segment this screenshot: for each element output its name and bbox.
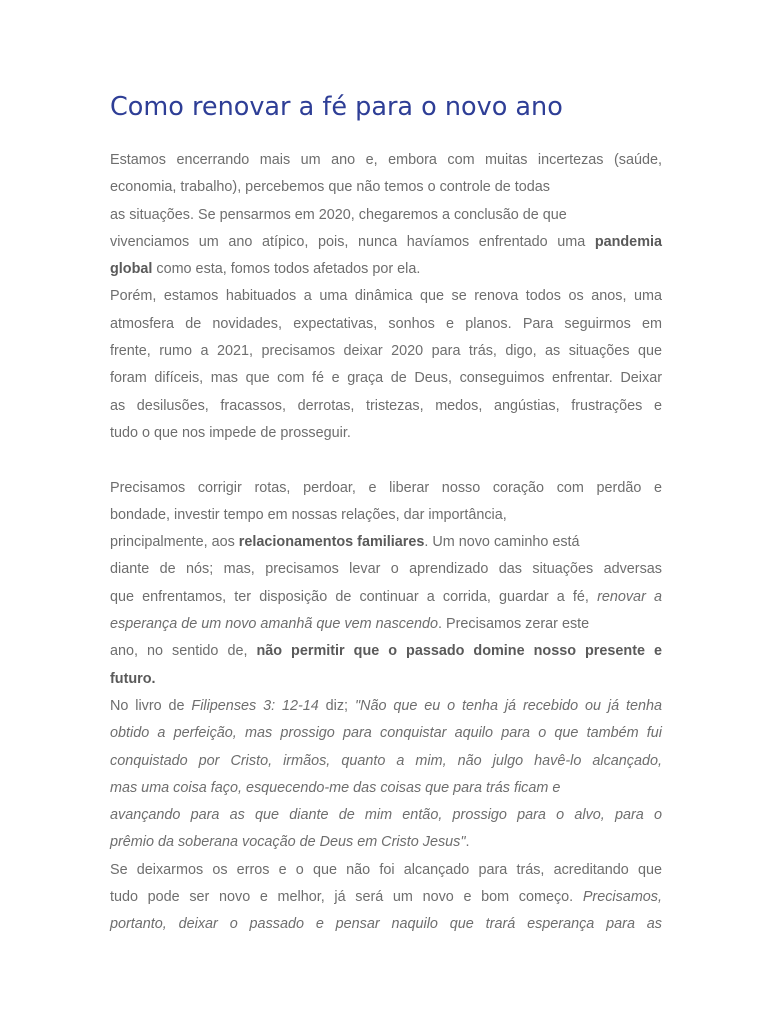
text-line xyxy=(110,829,662,856)
text-run: que enfrentamos, ter disposição de continuar a corrida, guardar a fé, xyxy=(110,588,598,605)
text-run: tudo pode ser novo e melhor, já será um novo e bom começo. xyxy=(110,889,583,906)
text-line: as situações. Se pensarmos em 2020, chegaremos a conclusão de que xyxy=(110,206,567,223)
text-line xyxy=(110,584,662,611)
text-run: diz; xyxy=(318,697,355,714)
italic-text: renovar a xyxy=(597,588,662,605)
text-run: como esta, fomos todos afetados por ela. xyxy=(152,261,421,278)
italic-text: conquistado por Cristo, irmãos, quanto a mim, não julgo havê-lo alcançado, xyxy=(110,752,662,769)
text-line xyxy=(110,611,662,638)
bold-text: relacionamentos familiares xyxy=(238,534,425,551)
italic-text: "Não que eu o tenha já recebido ou já tenha xyxy=(354,697,662,714)
italic-text: Filipenses 3: 12-14 xyxy=(191,697,319,714)
text-line xyxy=(110,775,662,802)
text-line xyxy=(110,884,662,911)
text-line xyxy=(110,748,662,775)
paragraph-spacer xyxy=(110,447,662,474)
text-line xyxy=(110,911,662,938)
document-body xyxy=(110,147,662,939)
text-line: Se deixarmos os erros e o que não foi alcançado para trás, acreditando que xyxy=(110,861,662,878)
italic-text: mas uma coisa faço, esquecendo-me das coisas que para trás ficam e xyxy=(110,779,561,796)
text-line xyxy=(110,638,662,665)
text-line: Estamos encerrando mais um ano e, embora com muitas incertezas (saúde, xyxy=(110,152,662,168)
page-title: Como renovar a fé para o novo ano xyxy=(110,92,563,122)
text-line: diante de nós; mas, precisamos levar o aprendizado das situações adversas xyxy=(110,561,662,578)
text-line: Precisamos corrigir rotas, perdoar, e liberar nosso coração com perdão e xyxy=(110,479,662,496)
text-line xyxy=(110,256,662,283)
italic-text: esperança de um novo amanhã que vem nascendo xyxy=(110,616,439,633)
text-line: foram difíceis, mas que com fé e graça de Deus, conseguimos enfrentar. Deixar xyxy=(110,370,662,387)
paragraph-1 xyxy=(110,147,662,283)
text-line xyxy=(110,529,662,556)
text-line: atmosfera de novidades, expectativas, sonhos e planos. Para seguirmos em xyxy=(110,315,662,332)
text-run: ano, no sentido de, xyxy=(110,643,257,660)
text-line xyxy=(110,666,662,693)
paragraph-4 xyxy=(110,693,662,857)
text-run: principalmente, aos xyxy=(110,534,239,551)
text-line: as desilusões, fracassos, derrotas, tristezas, medos, angústias, frustrações e xyxy=(110,397,662,414)
bold-text: não permitir que o passado domine nosso presente e xyxy=(256,643,662,660)
bold-text: global xyxy=(110,261,153,278)
text-line xyxy=(110,229,662,256)
paragraph-2 xyxy=(110,283,662,447)
text-line: frente, rumo a 2021, precisamos deixar 2020 para trás, digo, as situações que xyxy=(110,343,662,360)
text-run: . Precisamos zerar este xyxy=(438,616,590,633)
text-run: No livro de xyxy=(110,697,192,714)
text-line: economia, trabalho), percebemos que não temos o controle de todas xyxy=(110,179,550,196)
text-run: . Um novo caminho está xyxy=(424,534,580,551)
italic-text: obtido a perfeição, mas prossigo para conquistar aquilo para o que também fui xyxy=(110,725,662,742)
paragraph-5 xyxy=(110,857,662,939)
paragraph-3 xyxy=(110,475,662,693)
text-line xyxy=(110,693,662,720)
bold-text: futuro. xyxy=(110,670,156,687)
italic-text: Precisamos, xyxy=(582,889,662,906)
text-run: vivenciamos um ano atípico, pois, nunca havíamos enfrentado uma xyxy=(110,233,595,250)
text-line: Porém, estamos habituados a uma dinâmica que se renova todos os anos, uma xyxy=(110,288,662,305)
text-line: tudo o que nos impede de prosseguir. xyxy=(110,424,351,441)
text-run: . xyxy=(465,834,470,851)
text-line xyxy=(110,802,662,829)
text-line xyxy=(110,720,662,747)
bold-text: pandemia xyxy=(594,233,662,250)
italic-text: avançando para as que diante de mim então, prossigo para o alvo, para o xyxy=(110,807,662,824)
text-line: bondade, investir tempo em nossas relações, dar importância, xyxy=(110,506,507,523)
italic-text: portanto, deixar o passado e pensar naquilo que trará esperança para as xyxy=(110,916,662,933)
italic-text: prêmio da soberana vocação de Deus em Cristo Jesus" xyxy=(110,834,466,851)
